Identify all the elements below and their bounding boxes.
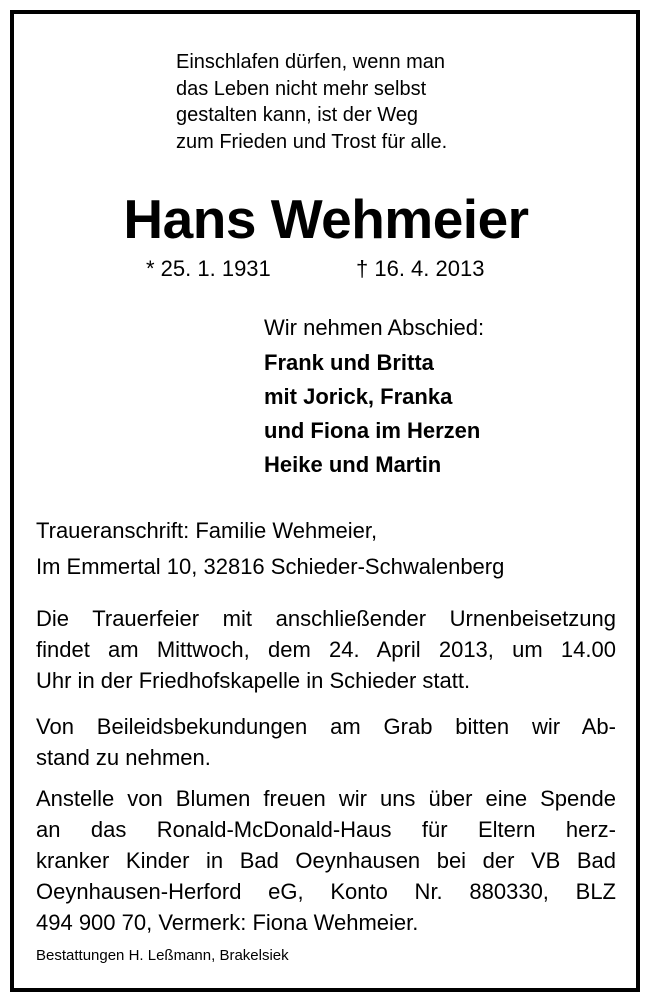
poem-line: das Leben nicht mehr selbst bbox=[176, 77, 427, 100]
paragraph-line: Von Beileidsbekundungen am Grab bitten wir Ab- bbox=[36, 714, 616, 739]
mourners-line: Heike und Martin bbox=[264, 452, 442, 477]
deceased-name: Hans Wehmeier bbox=[123, 188, 529, 250]
paragraph-line: stand zu nehmen. bbox=[36, 745, 211, 770]
mourners-line: mit Jorick, Franka bbox=[264, 384, 453, 409]
poem-line: zum Frieden und Trost für alle. bbox=[176, 130, 448, 153]
paragraph-line: Uhr in der Friedhofskapelle in Schieder statt. bbox=[36, 668, 471, 693]
birth-date: * 25. 1. 1931 bbox=[146, 256, 271, 281]
memorial-poem bbox=[176, 49, 447, 155]
funeral-home-credit: Bestattungen H. Leßmann, Brakelsiek bbox=[36, 947, 289, 964]
paragraph-line: 494 900 70, Vermerk: Fiona Wehmeier. bbox=[36, 910, 419, 935]
paragraph-line: kranker Kinder in Bad Oeynhausen bei der VB Bad bbox=[36, 848, 616, 873]
paragraph-line: Oeynhausen-Herford eG, Konto Nr. 880330, BLZ bbox=[36, 879, 616, 904]
paragraph-line: an das Ronald-McDonald-Haus für Eltern herz- bbox=[36, 817, 616, 842]
address-line: Im Emmertal 10, 32816 Schieder-Schwalenberg bbox=[36, 554, 505, 579]
condolences-paragraph bbox=[36, 711, 616, 773]
ceremony-paragraph bbox=[36, 603, 616, 696]
mourners-line: und Fiona im Herzen bbox=[264, 418, 481, 443]
paragraph-line: findet am Mittwoch, dem 24. April 2013, um 14.00 bbox=[36, 637, 616, 662]
death-date: † 16. 4. 2013 bbox=[356, 256, 485, 281]
poem-line: gestalten kann, ist der Weg bbox=[176, 104, 418, 126]
donation-paragraph bbox=[36, 783, 616, 938]
mourners-list bbox=[264, 346, 480, 482]
address-line: Traueranschrift: Familie Wehmeier, bbox=[36, 518, 378, 543]
paragraph-line: Anstelle von Blumen freuen wir uns über eine Spende bbox=[36, 786, 616, 811]
poem-line: Einschlafen dürfen, wenn man bbox=[176, 51, 446, 73]
paragraph-line: Die Trauerfeier mit anschließender Urnenbeisetzung bbox=[36, 606, 616, 631]
farewell-heading: Wir nehmen Abschied: bbox=[264, 315, 485, 340]
mourners-line: Frank und Britta bbox=[264, 350, 434, 375]
mourning-address bbox=[36, 513, 504, 585]
